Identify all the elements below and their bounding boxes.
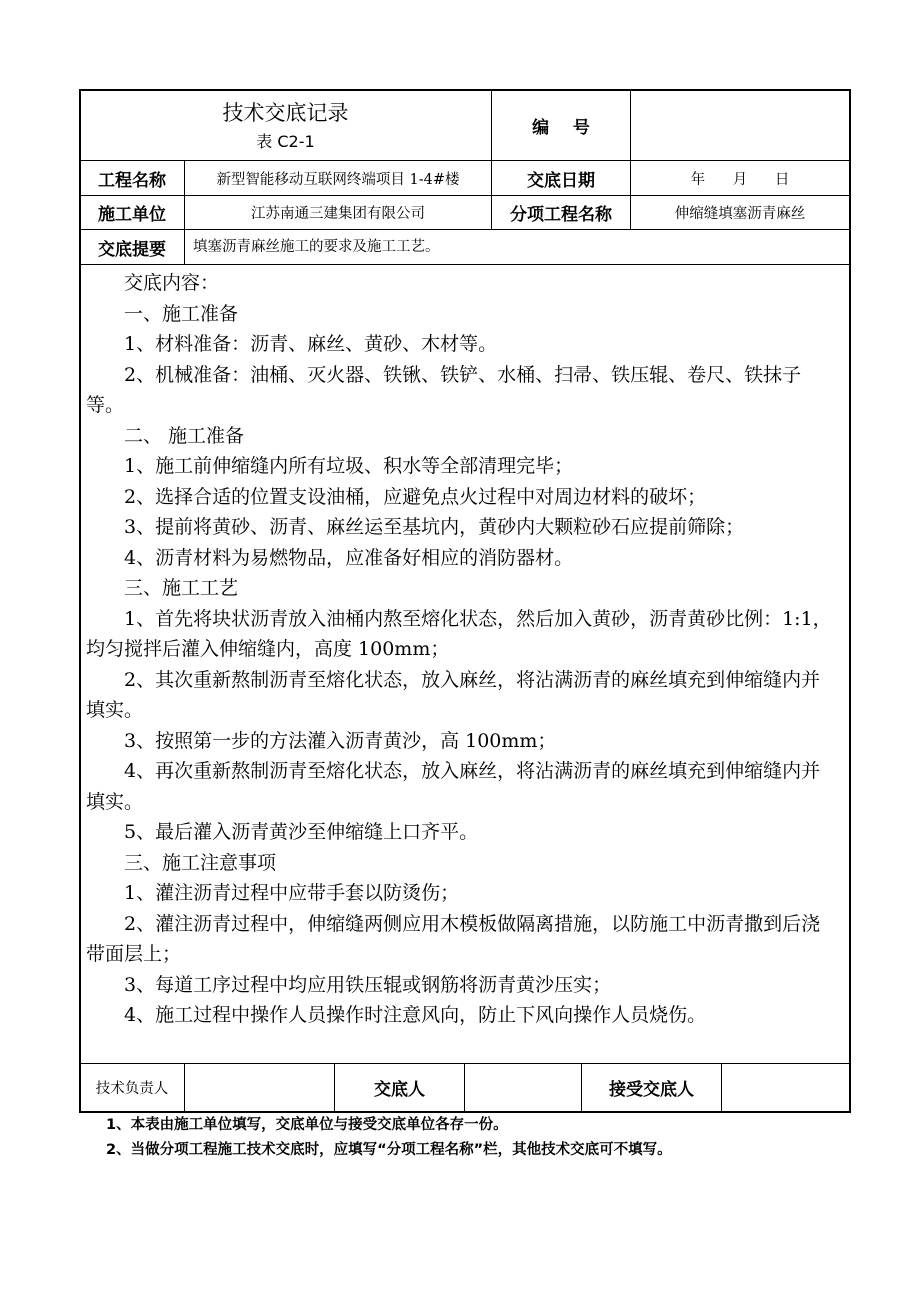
subitem-name-label: 分项工程名称 xyxy=(510,205,612,225)
content-paragraph: 4、再次重新熬制沥青至熔化状态，放入麻丝，将沾满沥青的麻丝填充到伸缩缝内并填实。 xyxy=(86,760,821,813)
table-right-border xyxy=(849,89,851,1113)
footnote: 2、当做分项工程施工技术交底时，应填写“分项工程名称”栏，其他技术交底可不填写。 xyxy=(106,1142,672,1158)
table-bottom-border xyxy=(79,1111,851,1113)
tech-lead-signature-field[interactable] xyxy=(185,1064,334,1111)
tech-lead-label: 技术负责人 xyxy=(95,1081,169,1097)
content-paragraph: 2、选择合适的位置支设油桶，应避免点火过程中对周边材料的破坏； xyxy=(124,485,707,508)
content-paragraph: 2、其次重新熬制沥青至熔化状态，放入麻丝，将沾满沥青的麻丝填充到伸缩缝内并填实。 xyxy=(86,668,821,721)
content-paragraph: 二、 施工准备 xyxy=(124,424,245,447)
construction-unit-label: 施工单位 xyxy=(98,205,166,225)
project-name-label: 工程名称 xyxy=(98,170,166,191)
content-paragraph: 1、施工前伸缩缝内所有垃圾、积水等全部清理完毕； xyxy=(124,455,574,477)
project-name-value: 新型智能移动互联网终端项目 1-4#楼 xyxy=(216,171,460,188)
receiver-label: 接受交底人 xyxy=(609,1080,694,1100)
date-label: 交底日期 xyxy=(527,170,595,191)
footnote: 1、本表由施工单位填写，交底单位与接受交底单位各存一份。 xyxy=(106,1117,508,1133)
content-paragraph: 1、灌注沥青过程中应带手套以防烫伤； xyxy=(124,882,460,904)
form-code: 表 C2-1 xyxy=(256,131,315,151)
construction-unit-value: 江苏南通三建集团有限公司 xyxy=(251,206,425,222)
page-title: 技术交底记录 xyxy=(222,101,349,125)
content-paragraph: 1、首先将块状沥青放入油桶内熬至熔化状态，然后加入黄砂，沥青黄砂比例：1:1，均匀搅拌后灌入伸缩缝内，高度 100mm； xyxy=(86,607,832,660)
number-label: 编 号 xyxy=(532,117,590,138)
content-paragraph: 3、按照第一步的方法灌入沥青黄沙，高 100mm； xyxy=(124,729,557,752)
content-paragraph: 3、每道工序过程中均应用铁压辊或钢筋将沥青黄沙压实； xyxy=(124,973,612,996)
content-paragraph: 4、施工过程中操作人员操作时注意风向，防止下风向操作人员烧伤。 xyxy=(124,1004,707,1026)
row-divider xyxy=(80,264,850,265)
discloser-signature-field[interactable] xyxy=(465,1064,581,1111)
content-paragraph: 三、施工注意事项 xyxy=(124,851,277,874)
content-paragraph: 4、沥青材料为易燃物品，应准备好相应的消防器材。 xyxy=(124,546,574,569)
content-paragraph: 2、机械准备：油桶、灭火器、铁锹、铁铲、水桶、扫帚、铁压辊、卷尺、铁抹子等。 xyxy=(86,363,802,416)
content-paragraph: 1、材料准备：沥青、麻丝、黄砂、木材等。 xyxy=(124,333,498,355)
title-cell xyxy=(80,90,491,160)
summary-label: 交底提要 xyxy=(98,239,166,260)
discloser-label: 交底人 xyxy=(374,1080,425,1100)
content-paragraph: 2、灌注沥青过程中，伸缩缝两侧应用木模板做隔离措施，以防施工中沥青撒到后浇带面层上； xyxy=(86,912,821,965)
receiver-signature-field[interactable] xyxy=(722,1064,849,1111)
date-field[interactable]: 年 月 日 xyxy=(690,171,790,188)
content-paragraph: 交底内容： xyxy=(124,272,220,294)
content-paragraph: 一、施工准备 xyxy=(124,302,239,325)
subitem-name-value: 伸缩缝填塞沥青麻丝 xyxy=(674,206,806,222)
content-paragraph: 5、最后灌入沥青黄沙至伸缩缝上口齐平。 xyxy=(124,821,479,843)
summary-value: 填塞沥青麻丝施工的要求及施工工艺。 xyxy=(193,239,440,255)
content-paragraph: 3、提前将黄砂、沥青、麻丝运至基坑内，黄砂内大颗粒砂石应提前筛除； xyxy=(124,516,745,538)
number-field[interactable] xyxy=(631,90,849,160)
disclosure-content xyxy=(86,268,838,1031)
content-paragraph: 三、施工工艺 xyxy=(124,577,239,599)
